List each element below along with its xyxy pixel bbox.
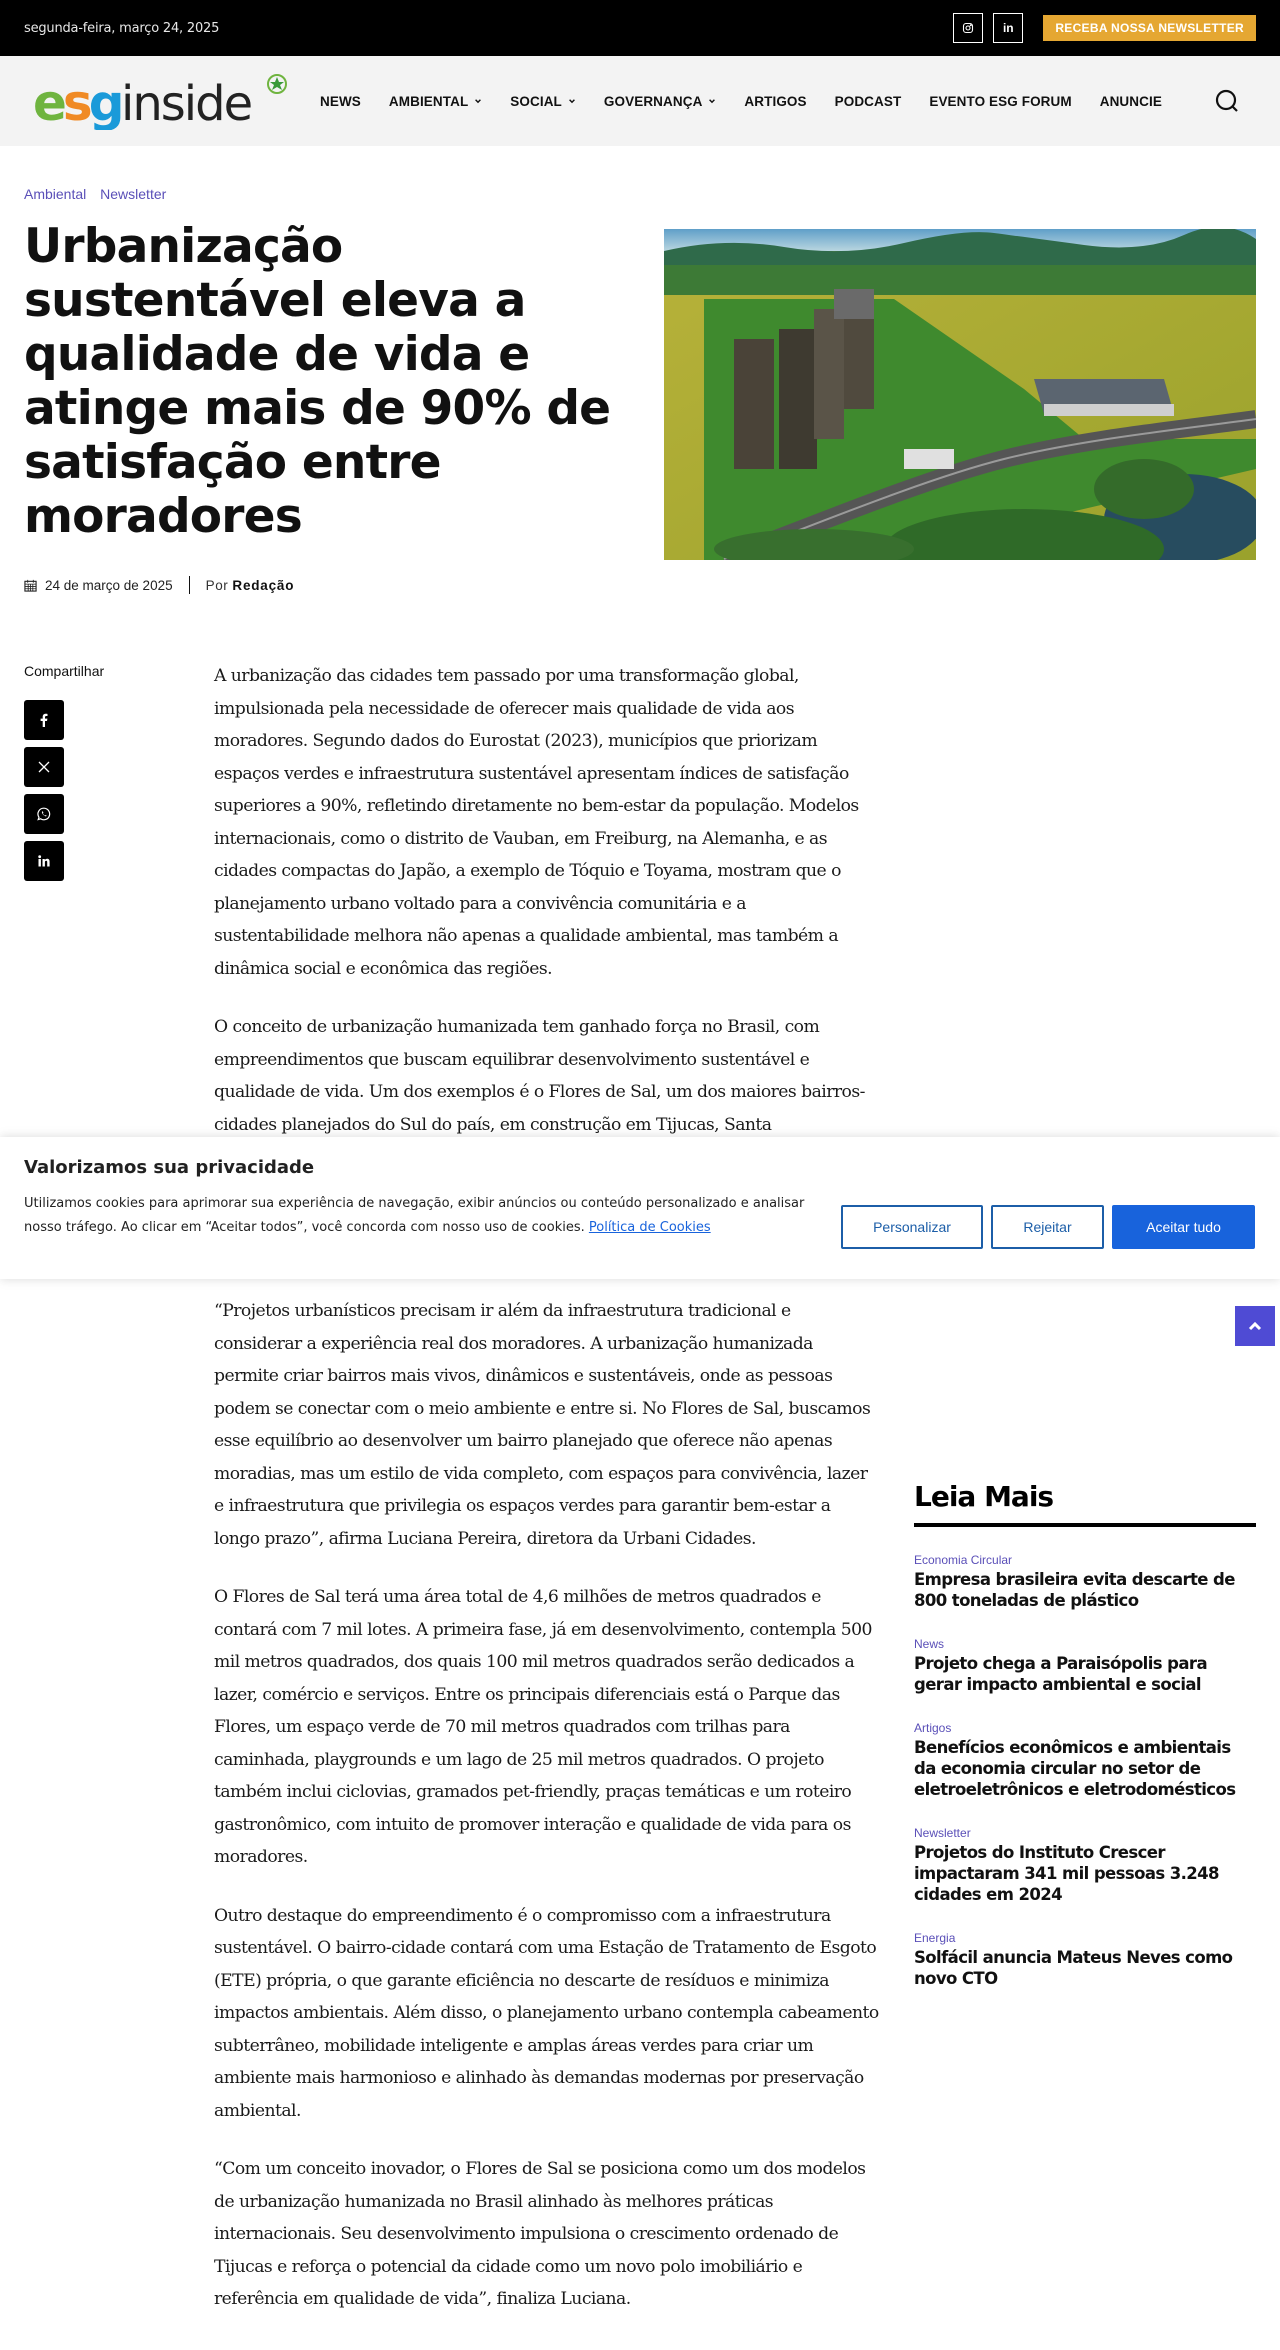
whatsapp-icon — [37, 807, 51, 821]
facebook-icon — [37, 713, 51, 727]
chevron-down-icon — [708, 97, 716, 105]
cookie-consent-banner — [0, 1137, 1280, 1279]
share-facebook-button[interactable] — [24, 700, 64, 740]
read-more-item — [914, 1637, 1256, 1695]
item-title[interactable]: Projetos do Instituto Crescer impactaram 341 mil pessoas 3.248 cidades em 2024 — [914, 1843, 1219, 1904]
cookie-policy-link[interactable]: Política de Cookies — [588, 1220, 711, 1235]
current-date: segunda-feira, março 24, 2025 — [24, 20, 220, 36]
article-paragraph: O Flores de Sal terá uma área total de 4,6 milhões de metros quadrados e contará com 7 mil lotes. A primeira fase, já em desenvolvimento, contempla 500 mil metros quadrados, dos quais 100 mil metros quadrados serão dedicados a lazer, comércio e serviços. Entre os principais diferenciais está o Parque das Flores, um espaço verde de 70 mil metros quadrados com trilhas para caminhada, playgrounds e um lago de 25 mil metros quadrados. O projeto também inclui ciclovias, gramados pet-friendly, praças temáticas e um roteiro gastronômico, com intuito de promover interação e qualidade de vida para os moradores. — [214, 1587, 872, 1867]
hero-image-aerial-development — [664, 229, 1256, 560]
share-x-button[interactable] — [24, 747, 64, 787]
nav-label: ARTIGOS — [744, 93, 807, 109]
chevron-down-icon — [568, 97, 576, 105]
site-logo[interactable] — [33, 72, 289, 130]
item-title[interactable]: Benefícios econômicos e ambientais da economia circular no setor de eletroeletrônicos e eletrodomésticos — [914, 1738, 1236, 1799]
share-linkedin-button[interactable] — [24, 841, 64, 881]
nav-label: AMBIENTAL — [388, 93, 469, 109]
article-body-top — [214, 660, 879, 1167]
article-meta — [24, 576, 294, 594]
article-paragraph: Outro destaque do empreendimento é o compromisso com a infraestrutura sustentável. O bairro-cidade contará com uma Estação de Tratamento de Esgoto (ETE) própria, o que garante eficiência no descarte de resíduos e minimiza impactos ambientais. Além disso, o planejamento urbano contempla cabeamento subterrâneo, mobilidade inteligente e amplas áreas verdes para criar um ambiente mais harmonioso e alinhado às demandas modernas por preservação ambiental. — [214, 1905, 879, 2121]
nav-podcast[interactable] — [835, 94, 902, 109]
read-more-item — [914, 1553, 1256, 1611]
read-more-heading: Leia Mais — [914, 1480, 1256, 1527]
nav-label: EVENTO ESG FORUM — [929, 93, 1072, 109]
category-link[interactable]: Newsletter — [100, 186, 167, 202]
item-category[interactable]: Energia — [914, 1931, 956, 1945]
article-categories — [24, 186, 176, 202]
nav-social[interactable] — [510, 94, 576, 109]
article-hero-image — [664, 229, 1256, 560]
svg-text:esg: esg — [33, 74, 121, 130]
nav-news[interactable] — [320, 94, 361, 109]
by-label: Por — [205, 577, 229, 593]
article-paragraph: “Projetos urbanísticos precisam ir além da infraestrutura tradicional e considerar a experiência real dos moradores. A urbanização humanizada permite criar bairros mais vivos, dinâmicos e sustentáveis, onde as pessoas podem se conectar com o meio ambiente e entre si. No Flores de Sal, buscamos esse equilíbrio ao desenvolver um bairro planejado que oferece não apenas moradias, mas um estilo de vida completo, com espaços para convivência, lazer e infraestrutura que privilegia os espaços verdes para garantir bem-estar a longo prazo”, afirma Luciana Pereira, diretora da Urbani Cidades. — [214, 1301, 871, 1549]
linkedin-icon — [37, 854, 51, 868]
main-header — [0, 56, 1280, 146]
read-more-item — [914, 1721, 1256, 1800]
read-more-item — [914, 1826, 1256, 1905]
nav-governanca[interactable] — [604, 94, 717, 109]
accept-all-button[interactable]: Aceitar tudo — [1112, 1205, 1255, 1249]
linkedin-icon: in — [1002, 21, 1014, 35]
article-paragraph: “Com um conceito inovador, o Flores de Sal se posiciona como um dos modelos de urbanização humanizada no Brasil alinhado às melhores práticas internacionais. Seu desenvolvimento impulsiona o crescimento ordenado de Tijucas e reforça o potencial da cidade como um novo polo imobiliário e referência em qualidade de vida”, finaliza Luciana. — [214, 2159, 866, 2309]
top-bar — [0, 0, 1280, 56]
publish-date: 24 de março de 2025 — [45, 577, 173, 593]
esg-inside-logo — [33, 72, 289, 130]
cookie-text — [24, 1192, 824, 1240]
item-title[interactable]: Solfácil anuncia Mateus Neves como novo CTO — [914, 1948, 1233, 1988]
instagram-link[interactable] — [953, 13, 983, 43]
category-link[interactable]: Ambiental — [24, 186, 87, 202]
main-nav — [320, 56, 1190, 146]
share-whatsapp-button[interactable] — [24, 794, 64, 834]
nav-anuncie[interactable] — [1100, 94, 1162, 109]
article-paragraph: O conceito de urbanização humanizada tem ganhado força no Brasil, com empreendimentos que buscam equilibrar desenvolvimento sustentável e qualidade de vida. Um dos exemplos é o Flores de Sal, um dos maiores bairros-cidades planejados do Sul do país, em construção em Tijucas, Santa — [214, 1017, 865, 1135]
article-title: Urbanização sustentável eleva a qualidade de vida e atinge mais de 90% de satisfação entre moradores — [24, 219, 611, 544]
item-title[interactable]: Projeto chega a Paraisópolis para gerar impacto ambiental e social — [914, 1654, 1207, 1694]
reject-button[interactable]: Rejeitar — [991, 1205, 1104, 1249]
nav-label: SOCIAL — [510, 93, 562, 109]
item-title[interactable]: Empresa brasileira evita descarte de 800 toneladas de plástico — [914, 1570, 1235, 1610]
read-more-item — [914, 1931, 1256, 1989]
nav-label: ANUNCIE — [1099, 93, 1162, 109]
instagram-icon — [962, 22, 974, 34]
read-more-sidebar — [914, 1480, 1256, 1989]
nav-artigos[interactable] — [744, 94, 806, 109]
calendar-icon — [24, 579, 37, 592]
article-paragraph: A urbanização das cidades tem passado por uma transformação global, impulsionada pela necessidade de oferecer mais qualidade de vida aos moradores. Segundo dados do Eurostat (2023), municípios que priorizam espaços verdes e infraestrutura sustentável apresentam índices de satisfação superiores a 90%, refletindo diretamente no bem-estar da população. Modelos internacionais, como o distrito de Vauban, em Freiburg, na Alemanha, e as cidades compactas do Japão, a exemplo de Tóquio e Toyama, mostram que o planejamento urbano voltado para a convivência comunitária e a sustentabilidade melhora não apenas a qualidade ambiental, mas também a dinâmica social e econômica das regiões. — [214, 666, 859, 979]
cookie-title: Valorizamos sua privacidade — [24, 1157, 315, 1178]
nav-label: GOVERNANÇA — [603, 93, 703, 109]
svg-text:inside: inside — [121, 76, 252, 130]
nav-ambiental[interactable] — [389, 94, 482, 109]
item-category[interactable]: News — [914, 1637, 945, 1651]
nav-label: PODCAST — [834, 93, 902, 109]
nav-evento-esg-forum[interactable] — [929, 94, 1071, 109]
search-icon[interactable] — [1214, 88, 1240, 114]
newsletter-button[interactable]: RECEBA NOSSA NEWSLETTER — [1043, 15, 1256, 41]
linkedin-link[interactable] — [993, 13, 1023, 43]
share-label: Compartilhar — [24, 663, 105, 679]
back-to-top-button[interactable] — [1235, 1306, 1275, 1346]
x-icon — [37, 760, 51, 774]
nav-label: NEWS — [320, 93, 361, 109]
chevron-down-icon — [474, 97, 482, 105]
author-link[interactable]: Redação — [232, 577, 295, 593]
chevron-up-icon — [1247, 1318, 1263, 1334]
meta-divider — [189, 576, 190, 594]
item-category[interactable]: Artigos — [914, 1721, 952, 1735]
customize-button[interactable]: Personalizar — [841, 1205, 983, 1249]
article-body-bottom — [214, 1295, 879, 2342]
item-category[interactable]: Economia Circular — [914, 1553, 1013, 1567]
item-category[interactable]: Newsletter — [914, 1826, 971, 1840]
cookie-description: Utilizamos cookies para aprimorar sua experiência de navegação, exibir anúncios ou conteúdo personalizado e analisar nosso tráfego. Ao clicar em “Aceitar todos”, você concorda com nosso uso de cookies. — [24, 1196, 805, 1235]
